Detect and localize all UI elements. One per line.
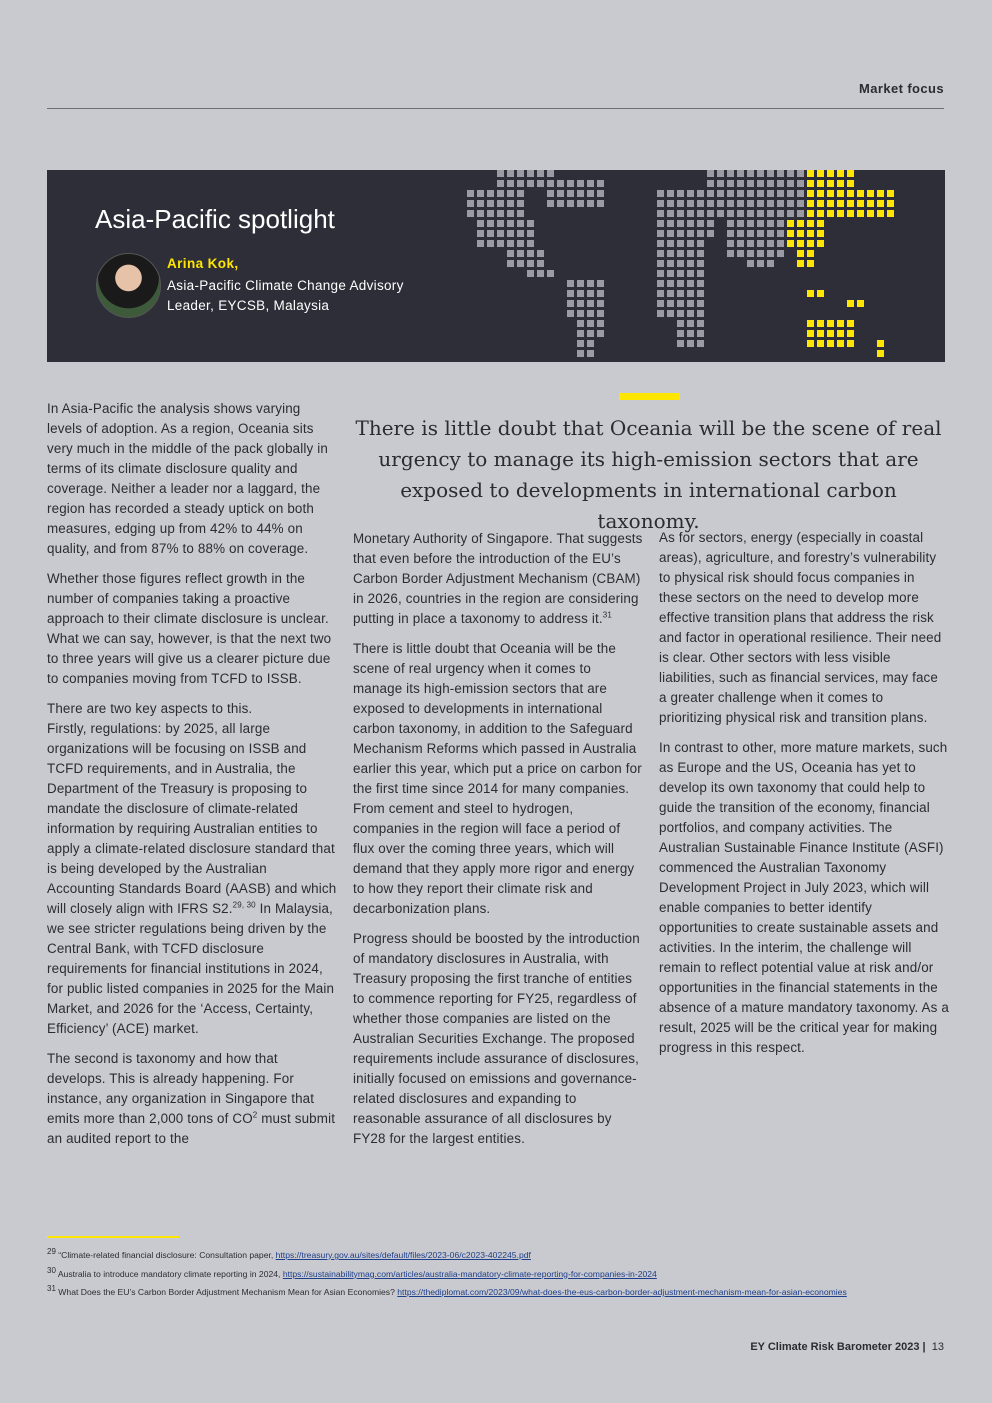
footnotes (47, 1249, 947, 1305)
footnote-divider (47, 1236, 179, 1238)
paragraph-text: Monetary Authority of Singapore. That suggests that even before the introduction of the EU’s Carbon Border Adjustment Mechanism (CBAM) in 2026, countries in the region are considering putting in place a taxonomy to address it. (353, 531, 643, 626)
paragraph-text: The second is taxonomy and how that develops. This is already happening. For instance, any organization in Singapore that emits more than 2,000 tons of CO (47, 1051, 315, 1126)
paragraph (353, 529, 643, 629)
text-column-3 (659, 528, 949, 1068)
footnote-ref: 29, 30 (232, 900, 256, 910)
author-role: Asia-Pacific Climate Change Advisory Leader, EYCSB, Malaysia (167, 278, 404, 313)
text-column-2 (353, 529, 643, 1159)
paragraph: Progress should be boosted by the introduction of mandatory disclosures in Australia, with Treasury proposing the first tranche of entities to commence reporting for FY25, regardless of whether those companies are listed on the Australian Securities Exchange. The proposed requirements include assurance of disclosures, initially focused on emissions and governance-related disclosures and expanding to reasonable assurance of all disclosures by FY28 for the largest entities. (353, 931, 640, 1146)
header-divider (47, 108, 944, 109)
spotlight-banner (47, 170, 945, 362)
subscript-2: 2 (252, 1110, 258, 1120)
paragraph: As for sectors, energy (especially in coastal areas), agriculture, and forestry’s vulnerability to physical risk should focus companies in these sectors on the need to develop more effective transition plans that address the risk and factor in operational resilience. Their need is clear. Other sectors with less visible liabilities, such as financial services, may face a greater challenge when it comes to prioritizing physical risk and transition plans. (659, 530, 942, 725)
paragraph-text: must submit an audited report to the (47, 1111, 336, 1146)
page-footer (750, 1341, 944, 1353)
page-number: 13 (931, 1341, 944, 1353)
paragraph: There is little doubt that Oceania will be the scene of real urgency when it comes to manage its high-emission sectors that are exposed to developments in international carbon taxonomy, in addition to the Safeguard Mechanism Reforms which passed in Australia earlier this year, which put a price on carbon for the first time since 2014 for many companies. From cement and steel to hydrogen, companies in the region will face a period of flux over the coming three years, which will demand that they apply more rigor and energy to how they report their climate risk and decarbonization plans. (353, 641, 642, 916)
section-label: Market focus (859, 81, 944, 96)
paragraph-text: In Malaysia, we see stricter regulations being driven by the Central Bank, with TCFD disclosure requirements for financial institutions in 2024, for public listed companies in 2025 for the Main Market, and 2026 for the ‘Access, Certainty, Efficiency’ (ACE) market. (47, 901, 335, 1036)
paragraph: In Asia-Pacific the analysis shows varying levels of adoption. As a region, Oceania sits very much in the middle of the pack globally in terms of its climate disclosure quality and coverage. Neither a leader nor a laggard, the region has recorded a steady uptick on both measures, edging up from 42% to 44% on quality, and from 87% to 88% on coverage. (47, 401, 328, 556)
paragraph (47, 699, 337, 1039)
world-map-dot-graphic (407, 170, 945, 362)
footnote-text: Australia to introduce mandatory climate reporting in 2024, (57, 1268, 281, 1279)
footnote-link[interactable]: https://sustainabilitymag.com/articles/australia-mandatory-climate-reporting-for-companies-in-2024 (282, 1268, 657, 1279)
footnote-number: 30 (47, 1265, 56, 1275)
footnote (47, 1265, 947, 1281)
footnote (47, 1249, 947, 1262)
author-avatar (96, 253, 161, 318)
paragraph: Whether those figures reflect growth in the number of companies taking a proactive approach to their climate disclosure is unclear. What we can say, however, is that the next two to three years will give us a clearer picture due to companies moving from TCFD to ISSB. (47, 571, 332, 686)
paragraph (47, 1049, 337, 1149)
paragraph-lead: There are two key aspects to this. (47, 701, 253, 716)
author-name: Arina Kok, (167, 256, 239, 271)
footnote-number: 29 (47, 1247, 56, 1257)
report-title: EY Climate Risk Barometer 2023 (750, 1341, 920, 1353)
footnote-ref: 31 (602, 610, 612, 620)
footnote-link[interactable]: https://treasury.gov.au/sites/default/files/2023-06/c2023-402245.pdf (275, 1250, 531, 1260)
paragraph-text: Firstly, regulations: by 2025, all large organizations will be focusing on ISSB and TCFD requirements, and in Australia, the Department of the Treasury is proposing to mandate the disclosure of climate-related information by requiring Australian entities to apply a climate-related disclosure standard that is being developed by the Australian Accounting Standards Board (AASB) and which will closely align with IFRS S2. (47, 721, 337, 916)
footnote (47, 1286, 947, 1299)
paragraph: In contrast to other, more mature markets, such as Europe and the US, Oceania has yet to develop its own taxonomy that could help to guide the transition of the economy, financial portfolios, and company activities. The Australian Sustainable Finance Institute (ASFI) commenced the Australian Taxonomy Development Project in July 2023, which will enable companies to better identify opportunities to create sustainable assets and activities. In the interim, the challenge will remain to reflect potential value at risk and/or opportunities in the financial statements in the absence of a mature mandatory taxonomy. As a result, 2025 will be the critical year for making progress in this respect. (659, 740, 949, 1055)
footer-separator: | (922, 1341, 926, 1353)
quote-accent-bar (619, 393, 680, 400)
footnote-link[interactable]: https://thediplomat.com/2023/09/what-does-the-eus-carbon-border-adjustment-mechanism-mean-for-asian-economies (397, 1287, 847, 1297)
banner-title: Asia-Pacific spotlight (95, 204, 335, 234)
text-column-1 (47, 399, 337, 1159)
footnote-text: What Does the EU’s Carbon Border Adjustment Mechanism Mean for Asian Economies? (58, 1287, 395, 1297)
footnote-text: “Climate-related financial disclosure: Consultation paper, (58, 1250, 274, 1260)
footnote-number: 31 (47, 1284, 56, 1294)
pull-quote: There is little doubt that Oceania will be the scene of real urgency to manage its high-emission sectors that are exposed to developments in international carbon taxonomy. (355, 416, 942, 533)
